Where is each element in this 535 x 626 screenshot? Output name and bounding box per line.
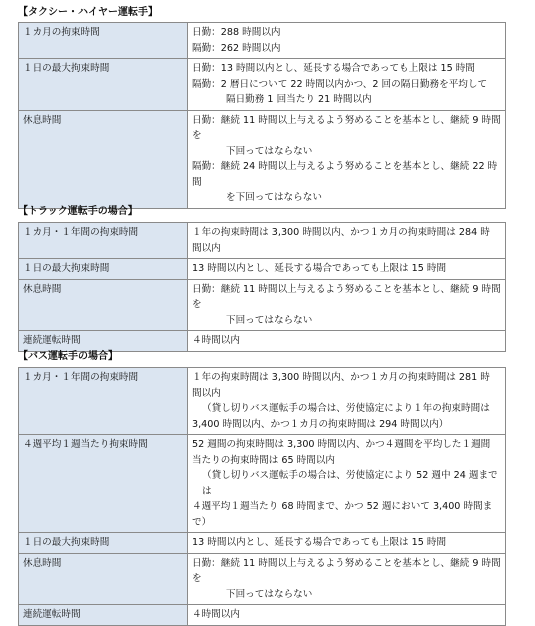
row-label: 連続運転時間 xyxy=(19,331,188,352)
value-line: ４時間以内 xyxy=(192,609,240,620)
row-value xyxy=(188,23,506,59)
row-value xyxy=(188,279,506,331)
value-line: 間以内 xyxy=(192,387,221,399)
row-label: １カ月・１年間の拘束時間 xyxy=(19,223,188,259)
value-line: 隔日勤務 1 回当たり 21 時間以内 xyxy=(226,94,372,105)
row-label: 休息時間 xyxy=(19,279,188,331)
row-label: １カ月・１年間の拘束時間 xyxy=(19,368,188,435)
value-line: 日勤：継続 11 時間以上与えるよう努めることを基本とし、継続 9 時間を xyxy=(192,557,501,584)
value-line: 当たりの拘束時間は 65 時間以内 xyxy=(192,454,336,466)
value-line: 13 時間以内とし、延長する場合であっても上限は 15 時間 xyxy=(192,263,447,274)
table-row xyxy=(19,533,506,554)
value-line: 隔勤：262 時間以内 xyxy=(192,42,281,54)
row-label: 休息時間 xyxy=(19,110,188,208)
value-line: ４週平均１週当たり 68 時間まで、かつ 52 週において 3,400 時間まで） xyxy=(192,501,493,528)
value-line: 日勤：継続 11 時間以上与えるよう努めることを基本とし、継続 9 時間を xyxy=(192,283,501,310)
table-row xyxy=(19,605,506,626)
row-label: １日の最大拘束時間 xyxy=(19,259,188,280)
value-line: 日勤：継続 11 時間以上与えるよう努めることを基本とし、継続 9 時間を xyxy=(192,114,501,141)
value-line: 13 時間以内とし、延長する場合であっても上限は 15 時間 xyxy=(192,537,447,548)
table-row xyxy=(19,110,506,208)
row-label: １日の最大拘束時間 xyxy=(19,533,188,554)
value-line: １年の拘束時間は 3,300 時間以内、かつ１カ月の拘束時間は 284 時 xyxy=(192,227,490,238)
value-line: 下回ってはならない xyxy=(226,588,313,600)
row-label: 休息時間 xyxy=(19,553,188,605)
value-line: 下回ってはならない xyxy=(226,314,313,326)
bus-table xyxy=(18,367,506,626)
table-row xyxy=(19,368,506,435)
row-value xyxy=(188,331,506,352)
value-line: １年の拘束時間は 3,300 時間以内、かつ１カ月の拘束時間は 281 時 xyxy=(192,372,490,383)
row-value xyxy=(188,223,506,259)
row-value xyxy=(188,259,506,280)
row-value xyxy=(188,533,506,554)
table-row xyxy=(19,223,506,259)
value-line: 52 週間の拘束時間は 3,300 時間以内、かつ４週間を平均した１週間 xyxy=(192,439,491,450)
value-line: ４時間以内 xyxy=(192,335,240,346)
truck-section-title: 【トラック運転手の場合】 xyxy=(18,206,138,217)
table-row xyxy=(19,435,506,533)
row-value xyxy=(188,435,506,533)
taxi-section-title: 【タクシー・ハイヤー運転手】 xyxy=(18,7,158,18)
value-line: 下回ってはならない xyxy=(226,145,313,157)
row-value xyxy=(188,605,506,626)
row-label: １カ月の拘束時間 xyxy=(19,23,188,59)
value-line: （貸し切りバス運転手の場合は、労使協定により 52 週中 24 週までは xyxy=(202,470,498,497)
table-row xyxy=(19,259,506,280)
value-line: 日勤：288 時間以内 xyxy=(192,27,281,38)
value-line: 隔勤：継続 24 時間以上与えるよう努めることを基本とし、継続 22 時間 xyxy=(192,161,498,188)
table-row xyxy=(19,331,506,352)
row-label: ４週平均１週当たり拘束時間 xyxy=(19,435,188,533)
row-value xyxy=(188,553,506,605)
row-value xyxy=(188,368,506,435)
table-row xyxy=(19,553,506,605)
row-label: １日の最大拘束時間 xyxy=(19,59,188,111)
value-line: を下回ってはならない xyxy=(226,192,322,203)
row-value xyxy=(188,110,506,208)
taxi-table xyxy=(18,22,506,209)
table-row xyxy=(19,23,506,59)
value-line: 間以内 xyxy=(192,242,221,254)
value-line: 3,400 時間以内、かつ１カ月の拘束時間は 294 時間以内） xyxy=(192,418,449,430)
bus-section-title: 【バス運転手の場合】 xyxy=(18,351,118,362)
value-line: （貸し切りバス運転手の場合は、労使協定により１年の拘束時間は xyxy=(202,403,490,414)
value-line: 隔勤：2 暦日について 22 時間以内かつ、2 回の隔日勤務を平均して xyxy=(192,78,488,90)
row-value xyxy=(188,59,506,111)
table-row xyxy=(19,279,506,331)
row-label: 連続運転時間 xyxy=(19,605,188,626)
value-line: 日勤：13 時間以内とし、延長する場合であっても上限は 15 時間 xyxy=(192,63,475,74)
truck-table xyxy=(18,222,506,352)
table-row xyxy=(19,59,506,111)
